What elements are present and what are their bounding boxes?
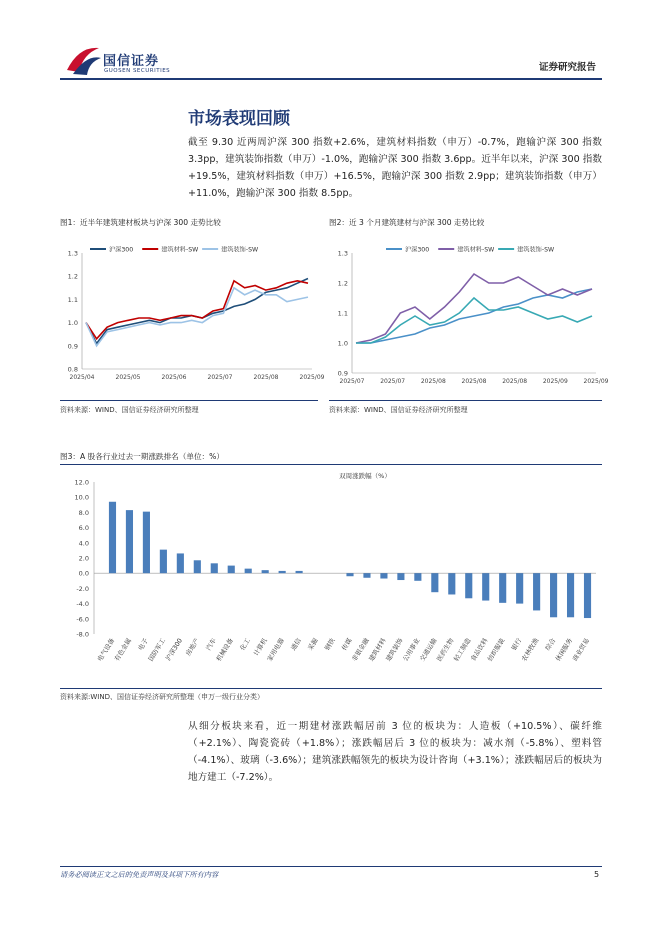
y-tick-label: -8.0 [76, 630, 89, 639]
fig2-source: 资料来源：WIND、国信证券经济研究所整理 [329, 406, 468, 414]
fig3-source: 资料来源:WIND、国信证券经济研究所整理（申万一级行业分类） [60, 693, 264, 701]
y-tick-label: 0.0 [78, 569, 89, 578]
bar [143, 512, 150, 574]
fig1-source: 资料来源：WIND、国信证券经济研究所整理 [60, 406, 199, 414]
section-title: 市场表现回顾 [188, 109, 290, 129]
x-tick-label: 2025/08 [420, 378, 446, 385]
category-label: 非银金融 [350, 636, 371, 663]
bar [533, 573, 540, 610]
category-label: 计算机 [251, 636, 269, 658]
category-label: 医药生物 [435, 636, 456, 663]
y-tick-label: 1.2 [67, 272, 78, 281]
category-label: 沪深300 [164, 636, 185, 663]
chart-title: 双周涨跌幅（%） [339, 472, 391, 480]
series-line [356, 298, 592, 343]
bar [126, 510, 133, 573]
bar [448, 573, 455, 594]
category-label: 采掘 [306, 636, 320, 652]
bar [262, 570, 269, 573]
category-label: 机械设备 [214, 636, 235, 663]
bar [346, 573, 353, 576]
y-tick-label: -4.0 [76, 600, 89, 609]
bar [516, 573, 523, 603]
fig3-source-rule [60, 688, 602, 689]
x-tick-label: 2025/09 [299, 374, 325, 381]
bar [245, 569, 252, 574]
bar [177, 553, 184, 573]
x-tick-label: 2025/09 [542, 378, 568, 385]
category-label: 公用事业 [401, 636, 422, 663]
y-tick-label: 8.0 [78, 508, 89, 517]
summary-paragraph: 截至 9.30 近两周沪深 300 指数+2.6%，建筑材料指数（申万）-0.7%，跑输沪深 300 指数 3.3pp，建筑装饰指数（申万）-1.0%，跑输沪深 300 指数 3.6pp。近半年以来，沪深 300 指数+19.5%，建筑材料指数（申万）+16.5%，跑输沪深 300 指数 2.9pp；建筑装饰指数（申万）+11.0%，跑输沪深 300 指数 8.5pp。 [188, 137, 602, 199]
category-label: 电子 [136, 636, 151, 652]
category-label: 电气设备 [95, 636, 117, 663]
category-label: 国防军工 [146, 636, 168, 663]
fig1-title: 图1：近半年建筑建材板块与沪深 300 走势比较 [60, 218, 221, 227]
category-label: 轻工制造 [452, 636, 473, 663]
fig3-chart [60, 466, 602, 686]
category-label: 交通运输 [418, 636, 439, 663]
bar [279, 571, 286, 573]
bar [380, 573, 387, 578]
bar [465, 573, 472, 598]
category-label: 商业贸易 [570, 636, 592, 663]
legend-label: 沪深300 [109, 246, 134, 254]
category-label: 通信 [289, 636, 303, 652]
logo [65, 44, 101, 76]
bar [160, 550, 167, 574]
fig2-chart [328, 231, 609, 399]
logo-mark-icon [65, 44, 101, 76]
subsector-paragraph: 从细分板块来看，近一期建材涨跌幅居前 3 位的板块为：人造板（+10.5%）、碳纤维（+2.1%）、陶瓷瓷砖（+1.8%）；涨跌幅居后 3 位的板块为：减水剂（-5.8%）、塑料管（-4.1%）、玻璃（-3.6%）；建筑涨跌幅领先的板块为设计咨询（+3.1%）；涨跌幅居后的板块为地方建工（-7.2%）。 [188, 721, 602, 783]
category-label: 建筑材料 [367, 636, 388, 663]
bar [109, 502, 116, 573]
x-tick-label: 2025/09 [583, 378, 609, 385]
y-tick-label: 0.9 [337, 369, 348, 378]
legend-label: 沪深300 [405, 246, 430, 254]
bar [363, 573, 370, 578]
fig2-source-rule [329, 400, 602, 401]
bar [482, 573, 489, 600]
bar [499, 573, 506, 603]
bar [584, 573, 591, 618]
fig2-title: 图2：近 3 个月建筑建材与沪深 300 走势比较 [329, 218, 485, 227]
bar [397, 573, 404, 580]
x-tick-label: 2025/07 [207, 374, 233, 381]
category-label: 休闲服务 [553, 636, 575, 663]
y-tick-label: 1.2 [337, 279, 348, 288]
category-label: 纺织服装 [486, 636, 507, 663]
bar [550, 573, 557, 617]
fig1-chart [60, 231, 325, 399]
category-label: 房地产 [184, 636, 202, 658]
category-label: 传媒 [340, 636, 354, 652]
category-label: 化工 [238, 636, 252, 652]
legend-label: 建筑材料-SW [161, 246, 199, 254]
category-label: 银行 [509, 636, 524, 652]
category-label: 食品饮料 [469, 636, 490, 663]
fig3-title: 图3：A 股各行业过去一期涨跌排名（单位：%） [60, 452, 224, 461]
y-tick-label: 10.0 [74, 493, 89, 502]
y-tick-label: 6.0 [78, 524, 89, 533]
x-tick-label: 2025/08 [461, 378, 487, 385]
x-tick-label: 2025/04 [69, 374, 95, 381]
fig1-source-rule [60, 400, 318, 401]
x-tick-label: 2025/08 [253, 374, 279, 381]
bar [296, 571, 303, 573]
y-tick-label: 0.9 [67, 342, 78, 351]
category-label: 农林牧渔 [519, 636, 541, 663]
x-tick-label: 2025/08 [502, 378, 528, 385]
y-tick-label: 1.3 [337, 249, 348, 258]
category-label: 综合 [543, 636, 558, 652]
category-label: 汽车 [204, 636, 218, 652]
y-tick-label: 4.0 [78, 539, 89, 548]
y-tick-label: 1.3 [67, 249, 78, 258]
y-tick-label: -6.0 [76, 615, 89, 624]
category-label: 有色金属 [112, 636, 134, 663]
bar [567, 573, 574, 617]
category-label: 家用电器 [265, 636, 286, 663]
legend-label: 建筑装饰-SW [517, 246, 555, 254]
y-tick-label: 1.1 [337, 309, 348, 318]
bar [228, 566, 235, 574]
footer-disclaimer: 请务必阅读正文之后的免责声明及其项下所有内容 [60, 870, 219, 879]
footer-divider [60, 866, 602, 867]
header-divider [60, 78, 602, 80]
x-tick-label: 2025/05 [115, 374, 141, 381]
legend-label: 建筑装饰-SW [221, 246, 259, 254]
page-number: 5 [594, 870, 600, 879]
bar [431, 573, 438, 592]
x-tick-label: 2025/06 [161, 374, 187, 381]
legend-label: 建筑材料-SW [457, 246, 495, 254]
y-tick-label: 0.8 [67, 365, 78, 374]
bar [211, 563, 218, 573]
category-label: 钢铁 [323, 636, 337, 652]
category-label: 建筑装饰 [384, 636, 405, 663]
y-tick-label: 2.0 [78, 554, 89, 563]
fig3-title-rule [60, 464, 602, 465]
logo-text: 国信证券 [103, 54, 160, 69]
bar [414, 573, 421, 581]
report-type-label: 证券研究报告 [538, 62, 596, 73]
y-tick-label: 12.0 [74, 478, 89, 487]
y-tick-label: 1.0 [67, 319, 78, 328]
x-tick-label: 2025/07 [339, 378, 365, 385]
y-tick-label: 1.1 [67, 295, 78, 304]
y-tick-label: -2.0 [76, 584, 89, 593]
logo-subtext: GUOSEN SECURITIES [104, 68, 171, 74]
series-line [86, 281, 308, 339]
bar [194, 560, 201, 573]
y-tick-label: 1.0 [337, 339, 348, 348]
x-tick-label: 2025/07 [380, 378, 406, 385]
